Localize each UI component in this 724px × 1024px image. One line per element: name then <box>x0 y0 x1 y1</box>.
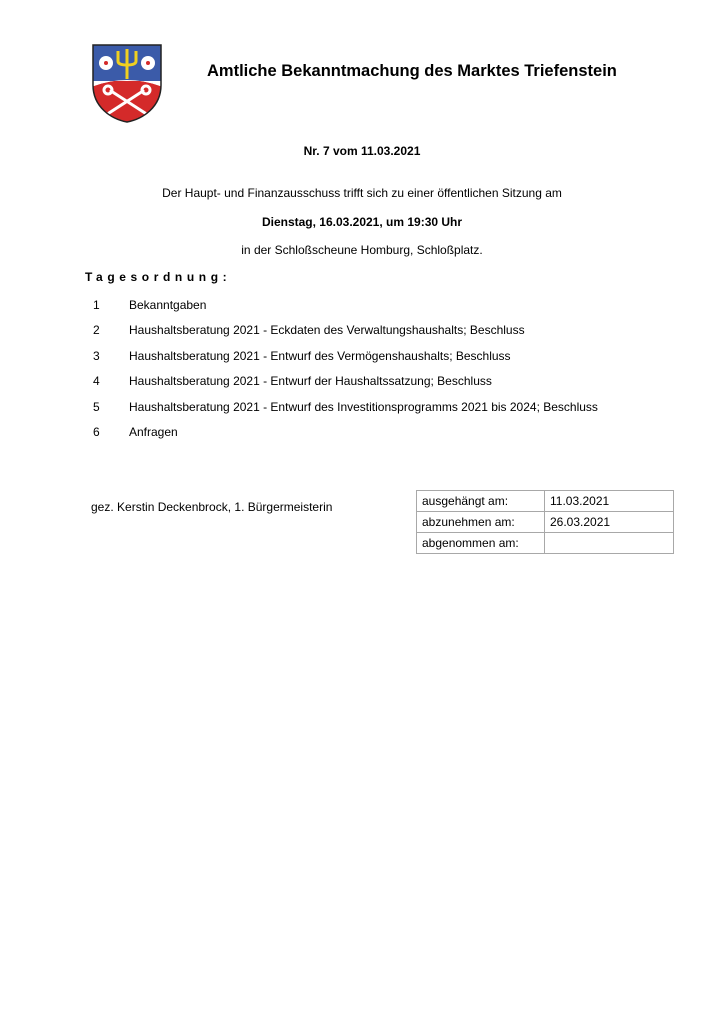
posting-label: abgenommen am: <box>417 533 545 554</box>
agenda-item <box>0 298 724 316</box>
agenda-item-text: Haushaltsberatung 2021 - Eckdaten des Verwaltungshaushalts; Beschluss <box>129 323 525 337</box>
agenda-item <box>0 374 724 392</box>
agenda-item-text: Haushaltsberatung 2021 - Entwurf der Haushaltssatzung; Beschluss <box>129 374 492 388</box>
table-row <box>417 491 674 512</box>
agenda-item-number: 5 <box>93 400 100 414</box>
meeting-location: in der Schloßscheune Homburg, Schloßplatz. <box>241 243 483 257</box>
posting-value <box>545 533 674 554</box>
notice-number: Nr. 7 vom 11.03.2021 <box>303 144 421 158</box>
agenda-item-number: 6 <box>93 425 100 439</box>
notice-intro: Der Haupt- und Finanzausschuss trifft sich zu einer öffentlichen Sitzung am <box>162 186 562 200</box>
agenda-item-number: 1 <box>93 298 100 312</box>
agenda-item-number: 3 <box>93 349 100 363</box>
meeting-date: Dienstag, 16.03.2021, um 19:30 Uhr <box>261 215 463 229</box>
agenda-item <box>0 349 724 367</box>
agenda-item-text: Anfragen <box>129 425 178 439</box>
agenda-item-number: 2 <box>93 323 100 337</box>
agenda-item <box>0 400 724 418</box>
agenda-item-text: Bekanntgaben <box>129 298 207 312</box>
agenda-heading: Tagesordnung: <box>85 270 232 284</box>
table-row <box>417 512 674 533</box>
agenda-item <box>0 425 724 443</box>
signature-line: gez. Kerstin Deckenbrock, 1. Bürgermeisterin <box>91 500 333 514</box>
posting-value: 26.03.2021 <box>545 512 674 533</box>
agenda-item-text: Haushaltsberatung 2021 - Entwurf des Vermögenshaushalts; Beschluss <box>129 349 511 363</box>
agenda-item-text: Haushaltsberatung 2021 - Entwurf des Investitionsprogramms 2021 bis 2024; Beschluss <box>129 400 598 414</box>
agenda-list <box>0 0 724 450</box>
posting-label: ausgehängt am: <box>417 491 545 512</box>
table-row <box>417 533 674 554</box>
agenda-item-number: 4 <box>93 374 100 388</box>
posting-label: abzunehmen am: <box>417 512 545 533</box>
page-title: Amtliche Bekanntmachung des Marktes Triefenstein <box>207 62 617 80</box>
agenda-item <box>0 323 724 341</box>
posting-value: 11.03.2021 <box>545 491 674 512</box>
posting-dates-table <box>416 490 674 554</box>
